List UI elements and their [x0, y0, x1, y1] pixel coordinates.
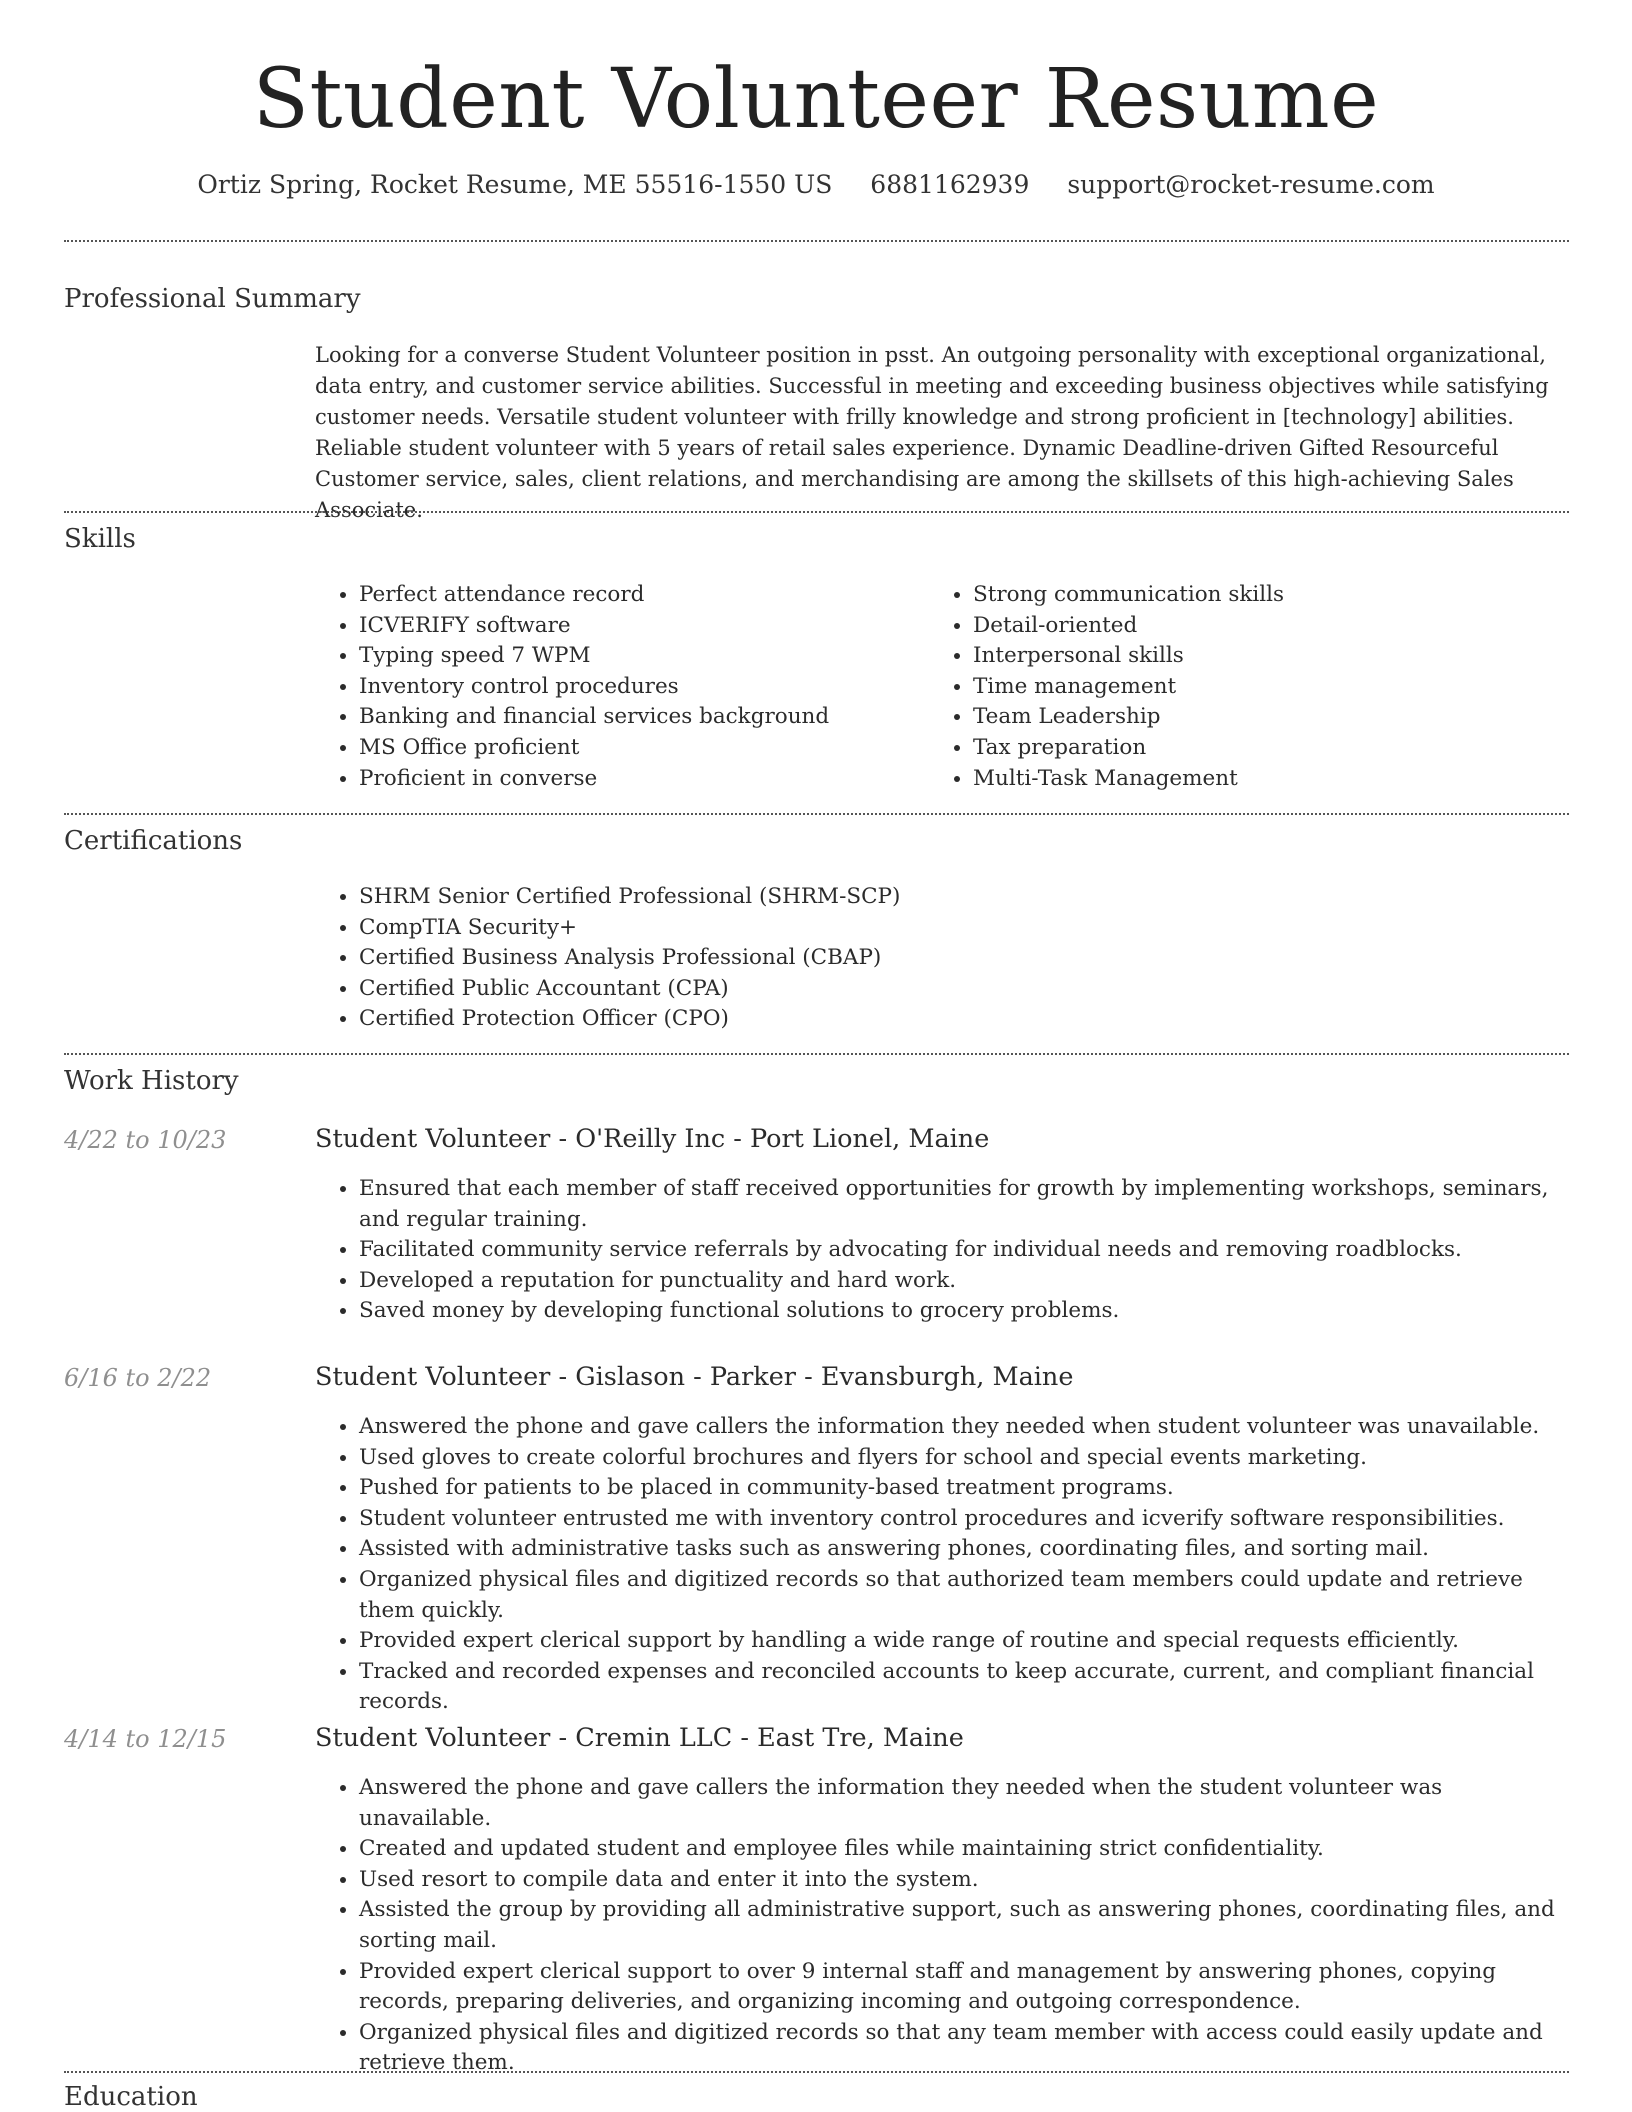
- job-bullet: • Student volunteer entrusted me with inventory control procedures and icverify software responsibilities.: [359, 1504, 1565, 1535]
- skill-item: • ICVERIFY software: [359, 611, 915, 642]
- certifications-list: [315, 882, 1515, 1035]
- job-bullets: [315, 1412, 1565, 1718]
- skill-item: • Inventory control procedures: [359, 672, 915, 703]
- job-bullet: • Tracked and recorded expenses and reconciled accounts to keep accurate, current, and compliant financial records.: [359, 1657, 1565, 1718]
- section-divider: [64, 2071, 1569, 2073]
- job-bullet: • Pushed for patients to be placed in community-based treatment programs.: [359, 1473, 1565, 1504]
- skills-list-right: [929, 580, 1529, 794]
- contact-address: Ortiz Spring, Rocket Resume, ME 55516-1550 US: [197, 170, 833, 199]
- job-bullet: • Answered the phone and gave callers the information they needed when the student volunteer was unavailable.: [359, 1773, 1565, 1834]
- skill-item: • MS Office proficient: [359, 733, 915, 764]
- contact-line: [0, 170, 1632, 199]
- job-bullet: • Assisted with administrative tasks such as answering phones, coordinating files, and sorting mail.: [359, 1534, 1565, 1565]
- skills-heading: Skills: [64, 524, 136, 554]
- job-bullet: • Ensured that each member of staff received opportunities for growth by implementing workshops, seminars, and regular training.: [359, 1174, 1565, 1235]
- job-bullets: [315, 1174, 1565, 1327]
- job-bullet: • Answered the phone and gave callers the information they needed when student volunteer was unavailable.: [359, 1412, 1565, 1443]
- job-bullet: • Used resort to compile data and enter it into the system.: [359, 1865, 1565, 1896]
- certifications-heading: Certifications: [64, 826, 243, 856]
- job-bullet: • Provided expert clerical support to over 9 internal staff and management by answering phones, copying records, preparing deliveries, and organizing incoming and outgoing correspondence.: [359, 1957, 1565, 2018]
- job-title: Student Volunteer - Gislason - Parker - Evansburgh, Maine: [315, 1362, 1074, 1392]
- skill-item: • Proficient in converse: [359, 764, 915, 795]
- job-bullet: • Facilitated community service referrals by advocating for individual needs and removing roadblocks.: [359, 1235, 1565, 1266]
- skill-item: • Banking and financial services background: [359, 702, 915, 733]
- job-dates: 4/22 to 10/23: [64, 1126, 227, 1154]
- summary-text: Looking for a converse Student Volunteer position in psst. An outgoing personality with exceptional organizational, data entry, and customer service abilities. Successful in meeting and exceeding business objectives while satisfying customer needs. Versatile student volunteer with frilly knowledge and strong proficient in [technology] abilities. Reliable student volunteer with 5 years of retail sales experience. Dynamic Deadline-driven Gifted Resourceful Customer service, sales, client relations, and merchandising are among the skillsets of this high-achieving Sales Associate.: [315, 343, 1549, 522]
- job-bullet: • Organized physical files and digitized records so that authorized team members could update and retrieve them quickly.: [359, 1565, 1565, 1626]
- skill-item: • Team Leadership: [973, 702, 1529, 733]
- skills-list-left: [315, 580, 915, 794]
- skill-item: • Interpersonal skills: [973, 641, 1529, 672]
- skill-item: • Perfect attendance record: [359, 580, 915, 611]
- skill-item: • Detail-oriented: [973, 611, 1529, 642]
- section-divider: [64, 813, 1569, 815]
- skill-item: • Tax preparation: [973, 733, 1529, 764]
- job-bullet: • Developed a reputation for punctuality and hard work.: [359, 1266, 1565, 1297]
- job-bullet: • Saved money by developing functional solutions to grocery problems.: [359, 1296, 1565, 1327]
- job-dates: 4/14 to 12/15: [64, 1725, 227, 1753]
- certification-item: • CompTIA Security+: [359, 913, 1515, 944]
- contact-phone: 6881162939: [870, 170, 1030, 199]
- job-bullet: • Used gloves to create colorful brochures and flyers for school and special events marketing.: [359, 1443, 1565, 1474]
- job-title: Student Volunteer - Cremin LLC - East Tre, Maine: [315, 1723, 964, 1753]
- skill-item: • Time management: [973, 672, 1529, 703]
- certification-item: • Certified Business Analysis Professional (CBAP): [359, 943, 1515, 974]
- certification-item: • Certified Protection Officer (CPO): [359, 1004, 1515, 1035]
- contact-email[interactable]: support@rocket-resume.com: [1067, 170, 1435, 199]
- summary-heading: Professional Summary: [64, 284, 361, 314]
- work-history-heading: Work History: [64, 1066, 239, 1096]
- section-divider: [64, 1053, 1569, 1055]
- job-bullets: [315, 1773, 1565, 2079]
- certification-item: • Certified Public Accountant (CPA): [359, 974, 1515, 1005]
- job-bullet: • Assisted the group by providing all administrative support, such as answering phones, coordinating files, and sorting mail.: [359, 1895, 1565, 1956]
- job-bullet: • Provided expert clerical support by handling a wide range of routine and special requests efficiently.: [359, 1626, 1565, 1657]
- section-divider: [64, 511, 1569, 513]
- job-bullet: • Organized physical files and digitized records so that any team member with access could easily update and retrieve them.: [359, 2018, 1565, 2079]
- certification-item: • SHRM Senior Certified Professional (SHRM-SCP): [359, 882, 1515, 913]
- skill-item: • Multi-Task Management: [973, 764, 1529, 795]
- skill-item: • Typing speed 7 WPM: [359, 641, 915, 672]
- job-title: Student Volunteer - O'Reilly Inc - Port Lionel, Maine: [315, 1124, 990, 1154]
- section-divider: [64, 240, 1569, 242]
- job-bullet: • Created and updated student and employee files while maintaining strict confidentiality.: [359, 1834, 1565, 1865]
- resume-title: Student Volunteer Resume: [252, 52, 1380, 147]
- job-dates: 6/16 to 2/22: [64, 1364, 212, 1392]
- education-heading: Education: [64, 2082, 198, 2112]
- skill-item: • Strong communication skills: [973, 580, 1529, 611]
